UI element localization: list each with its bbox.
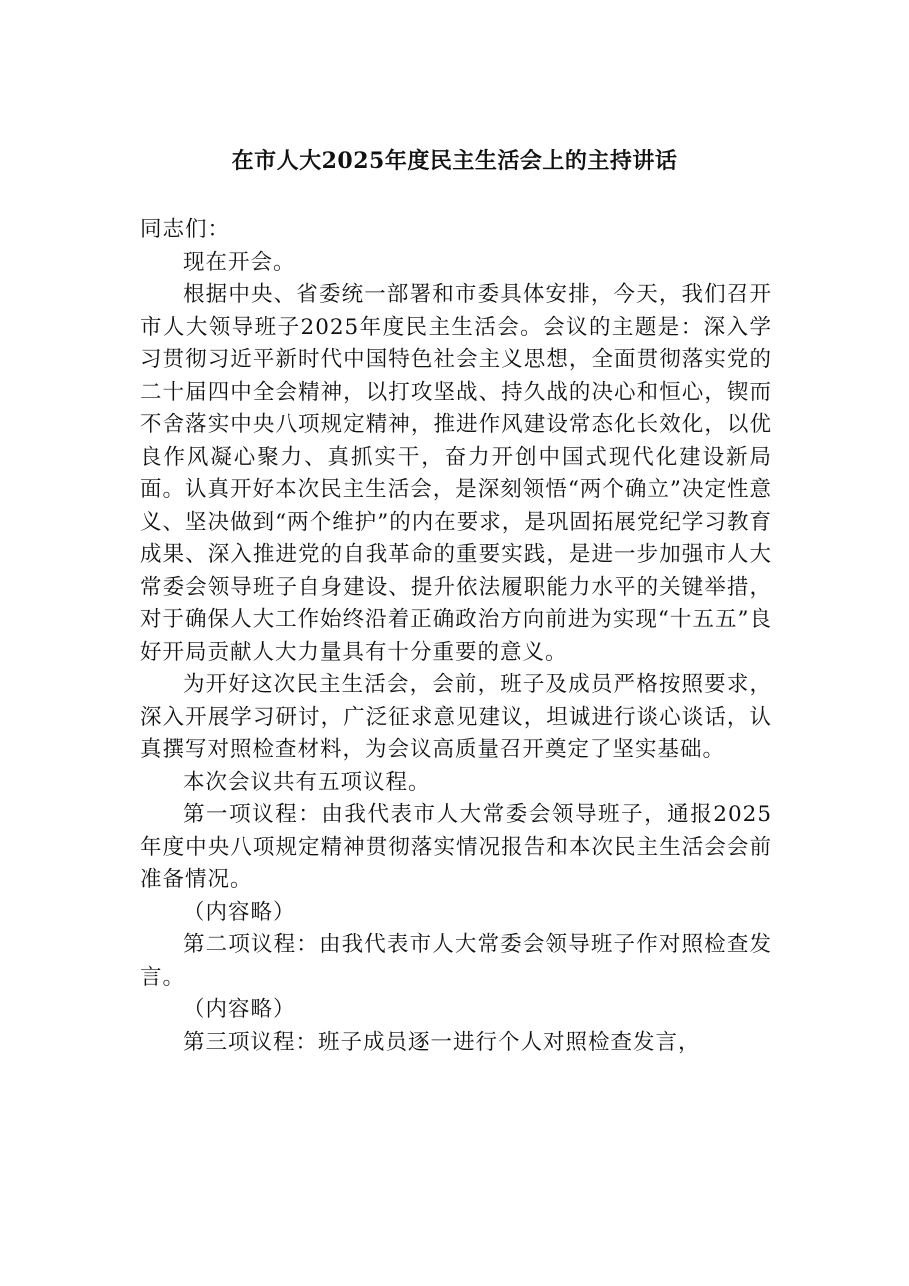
paragraph-agenda-item-1: 第一项议程：由我代表市人大常委会领导班子，通报2025年度中央八项规定精神贯彻落实情况报告和本次民主生活会会前准备情况。: [140, 802, 772, 892]
paragraph-meeting-theme: 根据中央、省委统一部署和市委具体安排，今天，我们召开市人大领导班子2025年度民主生活会。会议的主题是：深入学习贯彻习近平新时代中国特色社会主义思想，全面贯彻落实党的二十届四中全会精神，以打攻坚战、持久战的决心和恒心，锲而不舍落实中央八项规定精神，推进作风建设常态化长效化，以优良作风凝心聚力、真抓实干，奋力开创中国式现代化建设新局面。认真开好本次民主生活会，是深刻领悟“两个确立”决定性意义、坚决做到“两个维护”的内在要求，是巩固拓展党纪学习教育成果、深入推进党的自我革命的重要实践，是进一步加强市人大常委会领导班子自身建设、提升依法履职能力水平的关键举措，对于确保人大工作始终沿着正确政治方向前进为实现“十五五”良好开局贡献人大力量具有十分重要的意义。: [140, 282, 772, 665]
paragraph-content-omitted-2: （内容略）: [183, 997, 296, 1022]
paragraph-agenda-item-3: 第三项议程：班子成员逐一进行个人对照检查发言，: [183, 1029, 701, 1055]
paragraph-content-omitted-1: （内容略）: [183, 899, 296, 925]
paragraph-agenda-intro: 本次会议共有五项议程。: [183, 769, 431, 795]
document-title: 在市人大2025年度民主生活会上的主持讲话: [231, 148, 678, 174]
paragraph-preparation: 为开好这次民主生活会，会前，班子及成员严格按照要求，深入开展学习研讨，广泛征求意见建议，坦诚进行谈心谈话，认真撰写对照检查材料，为会议高质量召开奠定了坚实基础。: [140, 672, 772, 762]
document-body: [140, 214, 772, 1059]
paragraph-agenda-item-2: 第二项议程：由我代表市人大常委会领导班子作对照检查发言。: [140, 932, 772, 990]
paragraph-opening: 现在开会。: [183, 249, 296, 275]
salutation: 同志们：: [140, 217, 231, 242]
